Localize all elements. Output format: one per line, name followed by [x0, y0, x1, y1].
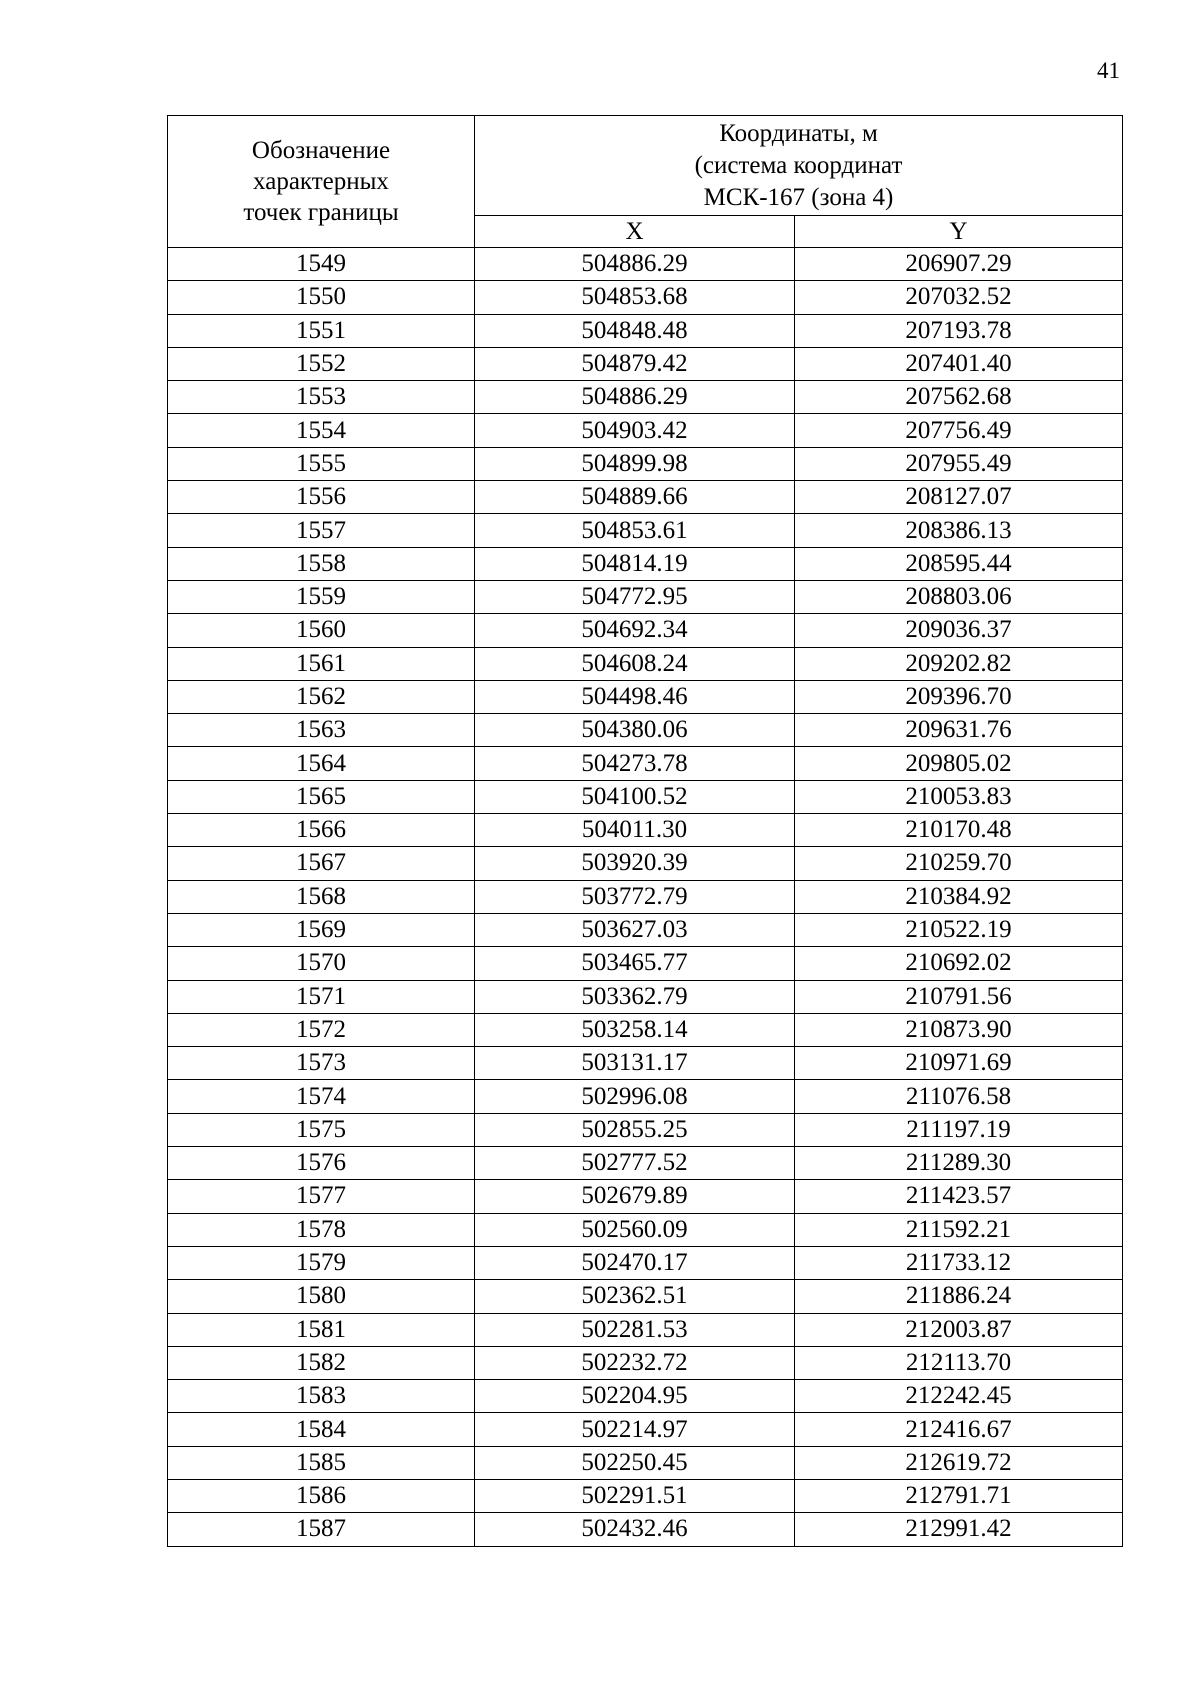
point-id-cell: 1565 [168, 780, 475, 813]
header-coordinates-line: МСК-167 (зона 4) [703, 183, 894, 211]
x-coordinate-cell: 502855.25 [475, 1113, 795, 1146]
table-row [168, 614, 1123, 647]
y-coordinate-cell: 211289.30 [795, 1147, 1123, 1180]
y-coordinate-cell: 212416.67 [795, 1413, 1123, 1446]
header-coordinates [475, 116, 1123, 216]
header-coordinates-line: Координаты, м [719, 119, 878, 147]
point-id-cell: 1562 [168, 680, 475, 713]
point-id-cell: 1575 [168, 1113, 475, 1146]
y-coordinate-cell: 209631.76 [795, 714, 1123, 747]
table-row [168, 314, 1123, 347]
point-id-cell: 1561 [168, 647, 475, 680]
x-coordinate-cell: 502560.09 [475, 1213, 795, 1246]
table-row [168, 1446, 1123, 1479]
y-coordinate-cell: 211197.19 [795, 1113, 1123, 1146]
x-coordinate-cell: 504903.42 [475, 414, 795, 447]
x-coordinate-cell: 504772.95 [475, 580, 795, 613]
header-x: X [475, 216, 795, 248]
y-coordinate-cell: 207562.68 [795, 381, 1123, 414]
x-coordinate-cell: 502362.51 [475, 1280, 795, 1313]
table-row [168, 1047, 1123, 1080]
x-coordinate-cell: 502214.97 [475, 1413, 795, 1446]
point-id-cell: 1552 [168, 347, 475, 380]
table-row [168, 1180, 1123, 1213]
table-row [168, 414, 1123, 447]
table-row [168, 647, 1123, 680]
table-row [168, 1280, 1123, 1313]
x-coordinate-cell: 503465.77 [475, 947, 795, 980]
y-coordinate-cell: 210791.56 [795, 980, 1123, 1013]
x-coordinate-cell: 504879.42 [475, 347, 795, 380]
y-coordinate-cell: 211076.58 [795, 1080, 1123, 1113]
y-coordinate-cell: 211886.24 [795, 1280, 1123, 1313]
table-row [168, 248, 1123, 281]
point-id-cell: 1555 [168, 447, 475, 480]
point-id-cell: 1554 [168, 414, 475, 447]
y-coordinate-cell: 212242.45 [795, 1380, 1123, 1413]
table-row [168, 980, 1123, 1013]
y-coordinate-cell: 208386.13 [795, 514, 1123, 547]
y-coordinate-cell: 212003.87 [795, 1313, 1123, 1346]
y-coordinate-cell: 211733.12 [795, 1246, 1123, 1279]
point-id-cell: 1551 [168, 314, 475, 347]
x-coordinate-cell: 504886.29 [475, 248, 795, 281]
table-row [168, 481, 1123, 514]
header-coordinates-line: (система координат [694, 151, 903, 179]
point-id-cell: 1578 [168, 1213, 475, 1246]
point-id-cell: 1584 [168, 1413, 475, 1446]
x-coordinate-cell: 502996.08 [475, 1080, 795, 1113]
point-id-cell: 1579 [168, 1246, 475, 1279]
y-coordinate-cell: 210259.70 [795, 847, 1123, 880]
point-id-cell: 1549 [168, 248, 475, 281]
x-coordinate-cell: 504899.98 [475, 447, 795, 480]
table-body [168, 248, 1123, 1547]
table-row [168, 1213, 1123, 1246]
y-coordinate-cell: 207756.49 [795, 414, 1123, 447]
x-coordinate-cell: 504853.61 [475, 514, 795, 547]
table-row [168, 1346, 1123, 1379]
y-coordinate-cell: 207955.49 [795, 447, 1123, 480]
x-coordinate-cell: 503131.17 [475, 1047, 795, 1080]
y-coordinate-cell: 210873.90 [795, 1013, 1123, 1046]
point-id-cell: 1572 [168, 1013, 475, 1046]
point-id-cell: 1583 [168, 1380, 475, 1413]
point-id-cell: 1564 [168, 747, 475, 780]
x-coordinate-cell: 502291.51 [475, 1479, 795, 1512]
y-coordinate-cell: 210384.92 [795, 880, 1123, 913]
point-id-cell: 1563 [168, 714, 475, 747]
table-row [168, 847, 1123, 880]
table-row [168, 714, 1123, 747]
y-coordinate-cell: 211423.57 [795, 1180, 1123, 1213]
x-coordinate-cell: 504889.66 [475, 481, 795, 514]
y-coordinate-cell: 210971.69 [795, 1047, 1123, 1080]
table-row [168, 447, 1123, 480]
x-coordinate-cell: 502777.52 [475, 1147, 795, 1180]
point-id-cell: 1585 [168, 1446, 475, 1479]
y-coordinate-cell: 209805.02 [795, 747, 1123, 780]
table-row [168, 1479, 1123, 1512]
x-coordinate-cell: 504380.06 [475, 714, 795, 747]
header-designation-line: точек границы [243, 199, 399, 226]
y-coordinate-cell: 212791.71 [795, 1479, 1123, 1512]
table-row [168, 1380, 1123, 1413]
x-coordinate-cell: 502250.45 [475, 1446, 795, 1479]
x-coordinate-cell: 503258.14 [475, 1013, 795, 1046]
x-coordinate-cell: 502204.95 [475, 1380, 795, 1413]
y-coordinate-cell: 208127.07 [795, 481, 1123, 514]
point-id-cell: 1566 [168, 814, 475, 847]
y-coordinate-cell: 207401.40 [795, 347, 1123, 380]
y-coordinate-cell: 209396.70 [795, 680, 1123, 713]
point-id-cell: 1582 [168, 1346, 475, 1379]
header-designation [168, 116, 475, 248]
y-coordinate-cell: 209036.37 [795, 614, 1123, 647]
y-coordinate-cell: 210053.83 [795, 780, 1123, 813]
point-id-cell: 1550 [168, 281, 475, 314]
header-y: Y [795, 216, 1123, 248]
table-row [168, 780, 1123, 813]
y-coordinate-cell: 209202.82 [795, 647, 1123, 680]
point-id-cell: 1553 [168, 381, 475, 414]
table-row [168, 547, 1123, 580]
table-row [168, 747, 1123, 780]
point-id-cell: 1556 [168, 481, 475, 514]
x-coordinate-cell: 504273.78 [475, 747, 795, 780]
point-id-cell: 1559 [168, 580, 475, 613]
point-id-cell: 1567 [168, 847, 475, 880]
y-coordinate-cell: 212113.70 [795, 1346, 1123, 1379]
point-id-cell: 1580 [168, 1280, 475, 1313]
y-coordinate-cell: 208595.44 [795, 547, 1123, 580]
x-coordinate-cell: 503772.79 [475, 880, 795, 913]
table-row [168, 381, 1123, 414]
x-coordinate-cell: 503362.79 [475, 980, 795, 1013]
point-id-cell: 1573 [168, 1047, 475, 1080]
table-row [168, 1113, 1123, 1146]
table-row [168, 1080, 1123, 1113]
x-coordinate-cell: 504498.46 [475, 680, 795, 713]
y-coordinate-cell: 210692.02 [795, 947, 1123, 980]
point-id-cell: 1577 [168, 1180, 475, 1213]
table-row [168, 680, 1123, 713]
x-coordinate-cell: 502470.17 [475, 1246, 795, 1279]
y-coordinate-cell: 208803.06 [795, 580, 1123, 613]
point-id-cell: 1581 [168, 1313, 475, 1346]
point-id-cell: 1558 [168, 547, 475, 580]
x-coordinate-cell: 503627.03 [475, 913, 795, 946]
table-row [168, 1413, 1123, 1446]
y-coordinate-cell: 210170.48 [795, 814, 1123, 847]
table-row [168, 1246, 1123, 1279]
x-coordinate-cell: 504011.30 [475, 814, 795, 847]
table-row [168, 514, 1123, 547]
y-coordinate-cell: 212619.72 [795, 1446, 1123, 1479]
point-id-cell: 1576 [168, 1147, 475, 1180]
coordinates-table [167, 115, 1123, 1547]
x-coordinate-cell: 503920.39 [475, 847, 795, 880]
y-coordinate-cell: 210522.19 [795, 913, 1123, 946]
x-coordinate-cell: 504848.48 [475, 314, 795, 347]
y-coordinate-cell: 211592.21 [795, 1213, 1123, 1246]
y-coordinate-cell: 206907.29 [795, 248, 1123, 281]
header-designation-line: Обозначение [251, 137, 391, 164]
point-id-cell: 1570 [168, 947, 475, 980]
point-id-cell: 1587 [168, 1513, 475, 1546]
table-row [168, 1147, 1123, 1180]
table-row [168, 347, 1123, 380]
table-row [168, 880, 1123, 913]
x-coordinate-cell: 504886.29 [475, 381, 795, 414]
x-coordinate-cell: 504853.68 [475, 281, 795, 314]
table-row [168, 913, 1123, 946]
x-coordinate-cell: 502232.72 [475, 1346, 795, 1379]
x-coordinate-cell: 504814.19 [475, 547, 795, 580]
table-header [168, 116, 1123, 248]
y-coordinate-cell: 207193.78 [795, 314, 1123, 347]
table-row [168, 1513, 1123, 1546]
y-coordinate-cell: 207032.52 [795, 281, 1123, 314]
x-coordinate-cell: 502281.53 [475, 1313, 795, 1346]
x-coordinate-cell: 502432.46 [475, 1513, 795, 1546]
table-row [168, 1313, 1123, 1346]
table-row [168, 1013, 1123, 1046]
table-row [168, 281, 1123, 314]
point-id-cell: 1574 [168, 1080, 475, 1113]
point-id-cell: 1557 [168, 514, 475, 547]
table-row [168, 814, 1123, 847]
x-coordinate-cell: 502679.89 [475, 1180, 795, 1213]
y-coordinate-cell: 212991.42 [795, 1513, 1123, 1546]
x-coordinate-cell: 504100.52 [475, 780, 795, 813]
table-row [168, 580, 1123, 613]
point-id-cell: 1568 [168, 880, 475, 913]
x-coordinate-cell: 504608.24 [475, 647, 795, 680]
point-id-cell: 1571 [168, 980, 475, 1013]
point-id-cell: 1560 [168, 614, 475, 647]
x-coordinate-cell: 504692.34 [475, 614, 795, 647]
header-designation-line: характерных [253, 168, 389, 195]
page-number: 41 [1097, 58, 1120, 83]
point-id-cell: 1569 [168, 913, 475, 946]
point-id-cell: 1586 [168, 1479, 475, 1512]
table-row [168, 947, 1123, 980]
